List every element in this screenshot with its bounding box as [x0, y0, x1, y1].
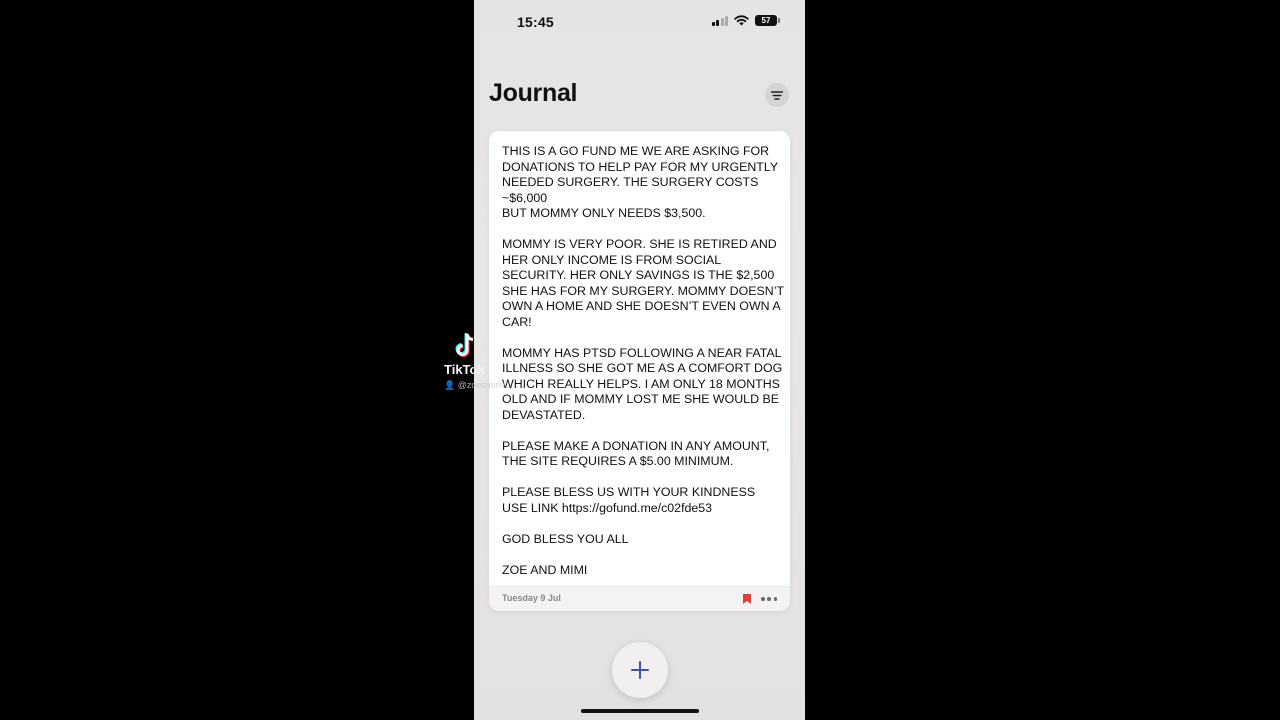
filter-lines-icon — [771, 91, 783, 100]
filter-button[interactable] — [765, 83, 789, 107]
status-icons — [712, 15, 778, 26]
entry-paragraph: MOMMY HAS PTSD FOLLOWING A NEAR FATAL ILLNESS SO SHE GOT ME AS A COMFORT DOG WHICH REALLY HELPS. I AM ONLY 18 MONTHS OLD AND IF MOMMY LOST ME SHE WOULD BE DEVASTATED. — [502, 345, 783, 422]
tiktok-handle-text: @zoesmimi — [457, 380, 505, 390]
tiktok-logo-icon — [454, 332, 478, 360]
ellipsis-icon[interactable] — [761, 593, 777, 605]
entry-paragraph: MOMMY IS VERY POOR. SHE IS RETIRED AND HER ONLY INCOME IS FROM SOCIAL SECURITY. HER ONLY SAVINGS IS THE $2,500 SHE HAS FOR MY SURGERY. MOMMY DOESN’T OWN A HOME AND SHE DOESN’T EVEN OWN A CAR! — [502, 237, 784, 329]
home-indicator[interactable] — [581, 709, 699, 713]
journal-entry-card[interactable] — [489, 131, 790, 611]
wifi-icon — [734, 15, 749, 26]
entry-footer — [489, 586, 790, 611]
phone-screen — [474, 0, 805, 720]
add-entry-button[interactable] — [612, 642, 668, 698]
bookmark-icon[interactable] — [743, 594, 751, 604]
tiktok-brand: TikTok — [444, 362, 485, 377]
entry-paragraph: PLEASE MAKE A DONATION IN ANY AMOUNT, THE SITE REQUIRES A $5.00 MINIMUM. — [502, 438, 770, 468]
battery-icon: 57 — [755, 15, 777, 26]
status-time: 15:45 — [517, 14, 554, 30]
entry-date: Tuesday 9 Jul — [502, 593, 561, 603]
entry-paragraph: THIS IS A GO FUND ME WE ARE ASKING FOR DONATIONS TO HELP PAY FOR MY URGENTLY NEEDED SURGERY. THE SURGERY COSTS ~$6,000 BUT MOMMY ONLY NEEDS $3,500. — [502, 144, 778, 220]
page-title: Journal — [489, 79, 578, 107]
entry-paragraph: PLEASE BLESS US WITH YOUR KINDNESS USE LINK https://gofund.me/c02fde53 — [502, 485, 756, 515]
tiktok-handle: 👤 @zoesmimi — [444, 380, 505, 390]
plus-icon — [630, 660, 650, 680]
cellular-signal-icon — [712, 15, 729, 26]
entry-paragraph: ZOE AND MIMI — [502, 562, 588, 577]
entry-text — [502, 144, 784, 594]
status-bar — [474, 0, 805, 46]
tiktok-watermark — [444, 332, 514, 392]
entry-paragraph: GOD BLESS YOU ALL — [502, 531, 629, 546]
